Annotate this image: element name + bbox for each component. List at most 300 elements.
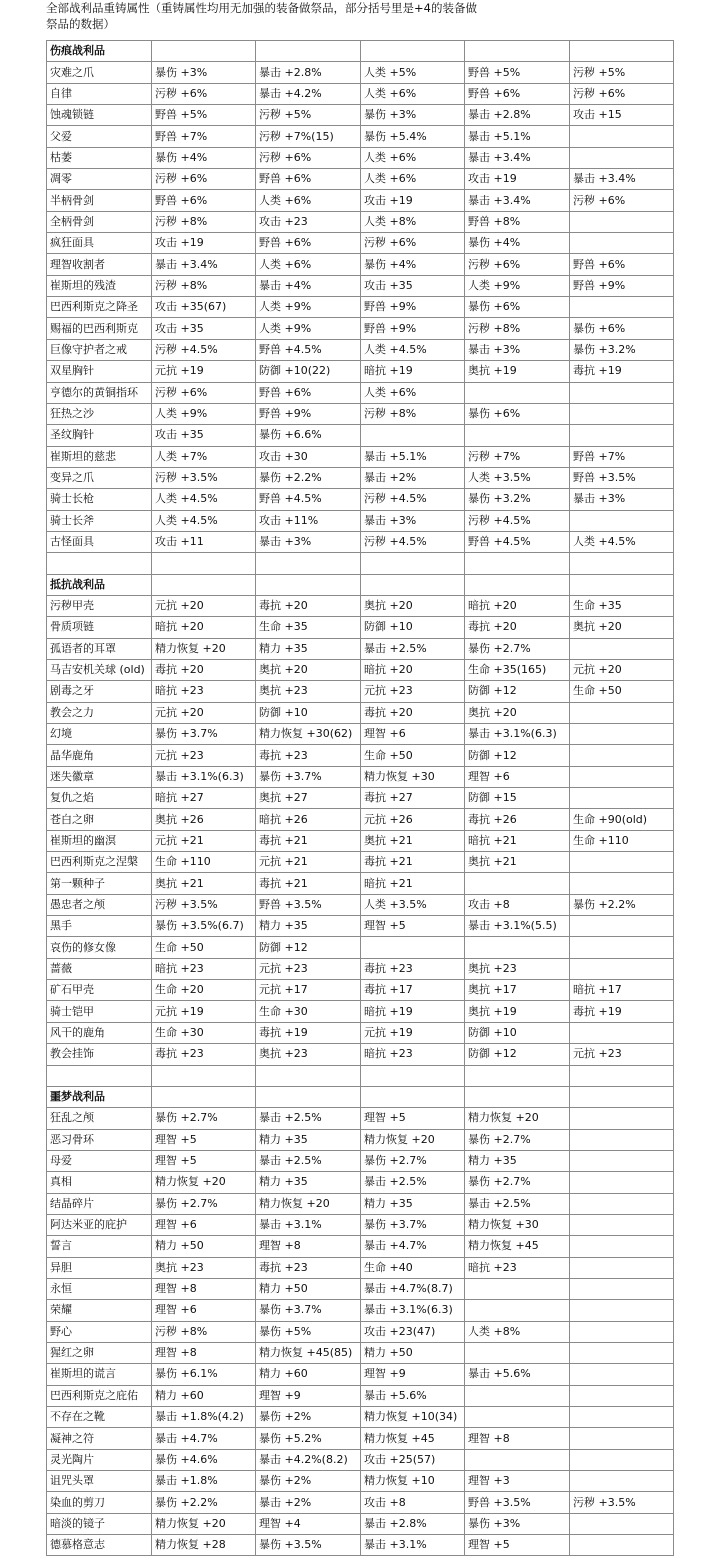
table-row [47,681,674,702]
reforge-stat-cell: 暴伤 +3.7% [361,1214,465,1235]
reforge-stat-cell: 暴击 +4% [256,275,361,296]
reforge-stat-cell [361,937,465,958]
reforge-stat-cell: 暴伤 +5.4% [361,126,465,147]
reforge-stat-cell: 暗抗 +23 [152,958,256,979]
empty-cell [465,574,570,595]
item-name-cell: 风干的鹿角 [47,1022,152,1043]
reforge-stat-cell: 防御 +10 [465,1022,570,1043]
reforge-stat-cell: 暴击 +3.1%(6.3) [465,724,570,745]
reforge-stat-cell: 精力 +50 [152,1236,256,1257]
reforge-stat-cell: 暴击 +5.1% [361,446,465,467]
reforge-stat-cell: 奥抗 +19 [465,361,570,382]
reforge-stat-cell: 人类 +3.5% [361,894,465,915]
reforge-stat-cell [570,297,674,318]
reforge-stat-cell: 生命 +90(old) [570,809,674,830]
reforge-stat-cell: 暴伤 +2% [256,1407,361,1428]
table-row [47,147,674,168]
reforge-stat-cell: 精力恢复 +20 [152,1513,256,1534]
reforge-stat-cell: 奥抗 +19 [465,1001,570,1022]
reforge-stat-cell: 野兽 +4.5% [256,489,361,510]
item-name-cell: 双星胸针 [47,361,152,382]
reforge-stat-cell [570,1300,674,1321]
reforge-stat-cell: 攻击 +8 [361,1492,465,1513]
item-name-cell: 第一颗种子 [47,873,152,894]
reforge-stat-cell: 污秽 +6% [152,83,256,104]
item-name-cell: 黑手 [47,916,152,937]
reforge-stat-cell [570,958,674,979]
reforge-stat-cell [570,1342,674,1363]
reforge-stat-cell: 暴伤 +3.2% [465,489,570,510]
reforge-stat-cell: 防御 +12 [256,937,361,958]
reforge-stat-cell: 野兽 +7% [570,446,674,467]
reforge-stat-cell: 暴伤 +6.6% [256,425,361,446]
reforge-stat-cell: 毒抗 +17 [361,980,465,1001]
reforge-stat-cell: 理智 +5 [361,916,465,937]
reforge-stat-cell: 理智 +6 [152,1214,256,1235]
section-title: 抵抗战利品 [47,574,152,595]
reforge-stat-cell: 防御 +10 [256,702,361,723]
item-name-cell: 暗淡的镜子 [47,1513,152,1534]
reforge-stat-cell: 暴伤 +3% [152,62,256,83]
reforge-stat-cell [570,425,674,446]
empty-cell [256,1065,361,1086]
item-name-cell: 崔斯坦的谎言 [47,1364,152,1385]
item-name-cell: 赐福的巴西利斯克 [47,318,152,339]
reforge-stat-cell: 毒抗 +27 [361,788,465,809]
reforge-stat-cell: 防御 +12 [465,745,570,766]
reforge-stat-cell: 暴击 +1.8%(4.2) [152,1407,256,1428]
table-row [47,1001,674,1022]
reforge-stat-cell: 暴击 +2.8% [256,62,361,83]
reforge-stat-cell: 暴击 +3.4% [465,147,570,168]
reforge-stat-cell: 元抗 +20 [570,659,674,680]
reforge-stat-cell: 暴伤 +4% [361,254,465,275]
reforge-stat-cell: 污秽 +4.5% [465,510,570,531]
item-name-cell: 巨像守护者之戒 [47,339,152,360]
table-row [47,1172,674,1193]
empty-cell [570,1086,674,1107]
section-header-row [47,1086,674,1107]
reforge-stat-cell: 人类 +5% [361,62,465,83]
reforge-stat-cell: 生命 +110 [152,852,256,873]
reforge-stat-cell: 防御 +10 [361,617,465,638]
reforge-stat-cell: 野兽 +5% [465,62,570,83]
reforge-stat-cell: 暴击 +4.7% [152,1428,256,1449]
reforge-stat-cell: 暴伤 +3.5% [256,1535,361,1556]
table-row [47,403,674,424]
reforge-stat-cell: 暗抗 +20 [361,659,465,680]
reforge-stat-cell [570,1364,674,1385]
reforge-stat-cell: 生命 +35 [256,617,361,638]
reforge-stat-cell [570,638,674,659]
reforge-stat-cell [570,126,674,147]
table-row [47,318,674,339]
item-name-cell: 母爱 [47,1150,152,1171]
reforge-stat-cell: 暴伤 +3.7% [152,724,256,745]
table-row [47,1342,674,1363]
table-row [47,1321,674,1342]
reforge-stat-cell: 人类 +7% [152,446,256,467]
reforge-stat-cell: 元抗 +23 [361,681,465,702]
reforge-stat-cell: 暴击 +4.7%(8.7) [361,1278,465,1299]
reforge-stat-cell [570,937,674,958]
reforge-stat-cell [465,1449,570,1470]
reforge-stat-cell: 污秽 +8% [465,318,570,339]
item-name-cell: 变异之爪 [47,467,152,488]
reforge-stat-cell: 元抗 +19 [152,1001,256,1022]
reforge-stat-cell [570,745,674,766]
empty-cell [465,553,570,574]
reforge-stat-cell: 污秽 +5% [570,62,674,83]
reforge-stat-cell [570,211,674,232]
reforge-stat-cell [361,425,465,446]
reforge-stat-cell: 污秽 +8% [361,403,465,424]
reforge-stat-cell: 防御 +12 [465,681,570,702]
reforge-stat-cell: 暴击 +2% [361,467,465,488]
table-row [47,916,674,937]
reforge-stat-cell: 生命 +50 [152,937,256,958]
table-row [47,1278,674,1299]
table-row [47,126,674,147]
reforge-stat-cell: 野兽 +6% [465,83,570,104]
reforge-stat-cell [570,233,674,254]
reforge-stat-cell [570,1385,674,1406]
empty-cell [361,1086,465,1107]
reforge-stat-cell: 精力 +35 [256,916,361,937]
reforge-stat-cell [570,1150,674,1171]
reforge-stat-cell: 元抗 +23 [570,1044,674,1065]
reforge-stat-cell: 暴伤 +6.1% [152,1364,256,1385]
reforge-stat-cell: 污秽 +6% [152,169,256,190]
item-name-cell: 异胆 [47,1257,152,1278]
reforge-stat-cell: 暴击 +1.8% [152,1471,256,1492]
reforge-stat-cell: 理智 +8 [152,1342,256,1363]
reforge-stat-cell [465,425,570,446]
reforge-stat-cell: 人类 +9% [465,275,570,296]
reforge-stat-cell: 攻击 +19 [361,190,465,211]
item-name-cell: 苍白之卵 [47,809,152,830]
table-row [47,1214,674,1235]
reforge-stat-cell: 奥抗 +23 [256,1044,361,1065]
reforge-stat-cell: 奥抗 +23 [256,681,361,702]
reforge-stat-cell: 污秽 +5% [256,105,361,126]
reforge-stat-cell: 人类 +4.5% [570,531,674,552]
reforge-stat-cell: 暴击 +3% [256,531,361,552]
reforge-stat-cell: 人类 +9% [256,297,361,318]
table-row [47,745,674,766]
reforge-stat-cell: 奥抗 +20 [570,617,674,638]
reforge-stat-cell: 污秽 +8% [152,1321,256,1342]
empty-cell [152,574,256,595]
reforge-stat-cell: 理智 +3 [465,1471,570,1492]
reforge-stat-cell: 暴击 +5.6% [465,1364,570,1385]
reforge-stat-cell: 攻击 +19 [465,169,570,190]
reforge-stat-cell: 精力 +50 [361,1342,465,1363]
item-name-cell: 骑士长斧 [47,510,152,531]
table-row [47,339,674,360]
reforge-stat-cell [570,1172,674,1193]
reforge-stat-cell: 人类 +8% [361,211,465,232]
reforge-stat-cell [570,1193,674,1214]
reforge-stat-cell: 暴击 +4.2%(8.2) [256,1449,361,1470]
item-name-cell: 半柄骨剑 [47,190,152,211]
item-name-cell: 全柄骨剑 [47,211,152,232]
table-row [47,659,674,680]
reforge-stat-cell: 攻击 +23(47) [361,1321,465,1342]
reforge-stat-cell: 奥抗 +27 [256,788,361,809]
reforge-stat-cell: 人类 +6% [256,190,361,211]
reforge-stat-cell: 暴伤 +3.7% [256,766,361,787]
reforge-stat-cell: 暴伤 +3% [361,105,465,126]
empty-cell [256,553,361,574]
item-name-cell: 骨质项链 [47,617,152,638]
reforge-stat-cell: 生命 +20 [152,980,256,1001]
reforge-stat-cell: 精力恢复 +10(34) [361,1407,465,1428]
reforge-stat-cell: 毒抗 +21 [256,830,361,851]
reforge-stat-cell: 污秽 +6% [570,190,674,211]
reforge-stat-cell: 精力恢复 +20 [465,1108,570,1129]
reforge-stat-cell: 暴击 +3.1%(6.3) [361,1300,465,1321]
table-row [47,531,674,552]
reforge-stat-cell: 防御 +15 [465,788,570,809]
reforge-stat-cell: 野兽 +5% [152,105,256,126]
reforge-stat-cell: 毒抗 +23 [256,745,361,766]
reforge-stat-cell: 暗抗 +19 [361,1001,465,1022]
item-name-cell: 复仇之焰 [47,788,152,809]
table-row [47,1300,674,1321]
reforge-stat-cell: 元抗 +21 [152,830,256,851]
reforge-stat-cell [465,1407,570,1428]
reforge-stat-cell: 暴伤 +4% [152,147,256,168]
reforge-stat-cell: 攻击 +35 [152,318,256,339]
empty-cell [465,1086,570,1107]
reforge-stat-cell: 人类 +6% [361,147,465,168]
reforge-stat-cell: 攻击 +8 [465,894,570,915]
reforge-stat-cell: 精力 +60 [152,1385,256,1406]
reforge-stat-cell: 野兽 +9% [570,275,674,296]
reforge-stat-cell [570,1407,674,1428]
section-spacer-row [47,1065,674,1086]
reforge-stat-cell [465,1278,570,1299]
reforge-stat-cell: 攻击 +11% [256,510,361,531]
reforge-stat-cell: 暴击 +2.5% [256,1150,361,1171]
reforge-stat-cell: 精力 +35 [256,1172,361,1193]
reforge-stat-cell: 攻击 +30 [256,446,361,467]
reforge-stat-cell: 理智 +9 [256,1385,361,1406]
reforge-stat-cell: 暴伤 +5% [256,1321,361,1342]
empty-cell [47,553,152,574]
reforge-stat-cell: 精力恢复 +20 [256,1193,361,1214]
table-row [47,467,674,488]
reforge-stat-cell: 奥抗 +26 [152,809,256,830]
reforge-stat-cell: 攻击 +19 [152,233,256,254]
reforge-stat-cell: 污秽 +8% [152,211,256,232]
item-name-cell: 崔斯坦的残渣 [47,275,152,296]
reforge-stat-cell: 奥抗 +20 [361,595,465,616]
item-name-cell: 骑士铠甲 [47,1001,152,1022]
item-name-cell: 狂乱之颅 [47,1108,152,1129]
reforge-stat-cell: 理智 +8 [152,1278,256,1299]
item-name-cell: 狂热之沙 [47,403,152,424]
reforge-stat-cell: 理智 +5 [465,1535,570,1556]
reforge-stat-cell [570,873,674,894]
item-name-cell: 自律 [47,83,152,104]
reforge-stat-cell: 暴击 +2.8% [465,105,570,126]
reforge-stat-cell: 暴击 +5.6% [361,1385,465,1406]
reforge-stat-cell: 暴击 +5.1% [465,126,570,147]
table-row [47,297,674,318]
table-row [47,1449,674,1470]
item-name-cell: 矿石甲壳 [47,980,152,1001]
reforge-stat-cell [465,1342,570,1363]
reforge-stat-cell: 人类 +8% [465,1321,570,1342]
reforge-stat-cell: 人类 +9% [152,403,256,424]
item-name-cell: 亨德尔的黄铜指环 [47,382,152,403]
reforge-stat-cell: 理智 +5 [152,1150,256,1171]
reforge-stat-cell: 暴伤 +4.6% [152,1449,256,1470]
empty-cell [152,41,256,62]
table-row [47,702,674,723]
reforge-stat-cell: 污秽 +6% [256,147,361,168]
item-name-cell: 结晶碎片 [47,1193,152,1214]
reforge-stat-cell: 人类 +6% [361,83,465,104]
reforge-stat-cell: 奥抗 +21 [361,830,465,851]
reforge-stat-cell [570,916,674,937]
item-name-cell: 野心 [47,1321,152,1342]
reforge-stat-cell: 元抗 +21 [256,852,361,873]
reforge-stat-cell: 人类 +4.5% [152,489,256,510]
reforge-stat-cell: 暴击 +3.4% [570,169,674,190]
reforge-stat-cell [570,1108,674,1129]
reforge-stat-cell: 人类 +9% [256,318,361,339]
empty-cell [570,574,674,595]
reforge-stat-cell: 污秽 +6% [570,83,674,104]
reforge-stat-cell: 暗抗 +20 [152,617,256,638]
reforge-stat-cell: 暴击 +2.5% [361,1172,465,1193]
reforge-stat-cell: 人类 +4.5% [152,510,256,531]
empty-cell [361,574,465,595]
item-name-cell: 圣纹胸针 [47,425,152,446]
reforge-stat-cell: 暗抗 +26 [256,809,361,830]
item-name-cell: 蚀魂锁链 [47,105,152,126]
reforge-stat-cell: 元抗 +20 [152,702,256,723]
reforge-stat-cell: 野兽 +9% [256,403,361,424]
reforge-stat-cell: 人类 +6% [361,169,465,190]
reforge-stat-cell: 精力恢复 +30 [465,1214,570,1235]
reforge-stat-cell: 污秽 +4.5% [361,489,465,510]
reforge-stat-cell: 暴伤 +2.7% [465,1129,570,1150]
reforge-stat-cell: 奥抗 +23 [465,958,570,979]
reforge-stat-cell: 暴伤 +3.2% [570,339,674,360]
item-name-cell: 晶华鹿角 [47,745,152,766]
reforge-stat-cell [570,1022,674,1043]
reforge-stat-cell: 毒抗 +20 [465,617,570,638]
reforge-stat-cell: 毒抗 +19 [256,1022,361,1043]
table-row [47,1257,674,1278]
item-name-cell: 崔斯坦的幽溟 [47,830,152,851]
table-row [47,1471,674,1492]
reforge-stat-cell: 暴击 +3% [361,510,465,531]
reforge-stat-cell: 野兽 +6% [152,190,256,211]
item-name-cell: 德慕格意志 [47,1535,152,1556]
table-row [47,510,674,531]
item-name-cell: 猩红之卵 [47,1342,152,1363]
reforge-stat-cell: 暴击 +2.5% [465,1193,570,1214]
reforge-stat-cell: 精力 +35 [256,1129,361,1150]
reforge-stat-cell [570,724,674,745]
reforge-stat-cell: 理智 +6 [152,1300,256,1321]
table-row [47,894,674,915]
reforge-stat-cell: 暴击 +2% [256,1492,361,1513]
reforge-stat-cell: 奥抗 +20 [465,702,570,723]
reforge-stat-cell [570,403,674,424]
item-name-cell: 剧毒之牙 [47,681,152,702]
loot-reforge-table [46,40,674,1556]
reforge-stat-cell: 毒抗 +26 [465,809,570,830]
reforge-stat-cell: 污秽 +8% [152,275,256,296]
reforge-stat-cell: 暴伤 +2.7% [361,1150,465,1171]
reforge-stat-cell: 暗抗 +17 [570,980,674,1001]
reforge-stat-cell: 暴伤 +4% [465,233,570,254]
item-name-cell: 永恒 [47,1278,152,1299]
reforge-stat-cell: 攻击 +25(57) [361,1449,465,1470]
empty-cell [152,1065,256,1086]
table-row [47,275,674,296]
reforge-stat-cell [570,1428,674,1449]
reforge-stat-cell: 暴伤 +2.7% [152,1193,256,1214]
reforge-stat-cell: 暗抗 +23 [465,1257,570,1278]
reforge-stat-cell: 暗抗 +19 [361,361,465,382]
reforge-stat-cell: 奥抗 +21 [465,852,570,873]
table-row [47,595,674,616]
item-name-cell: 枯萎 [47,147,152,168]
item-name-cell: 教会挂饰 [47,1044,152,1065]
table-row [47,83,674,104]
table-row [47,1535,674,1556]
reforge-stat-cell: 暗抗 +20 [465,595,570,616]
reforge-stat-cell: 毒抗 +21 [361,852,465,873]
table-row [47,105,674,126]
reforge-stat-cell: 攻击 +35 [361,275,465,296]
reforge-stat-cell: 暴击 +3.1%(6.3) [152,766,256,787]
reforge-stat-cell [570,382,674,403]
reforge-stat-cell: 野兽 +3.5% [570,467,674,488]
reforge-stat-cell: 暴击 +3% [570,489,674,510]
reforge-stat-cell: 精力 +35 [361,1193,465,1214]
reforge-stat-cell: 暴伤 +3% [465,1513,570,1534]
reforge-stat-cell: 精力恢复 +30(62) [256,724,361,745]
reforge-stat-cell: 暴击 +3% [465,339,570,360]
reforge-stat-cell: 生命 +35 [570,595,674,616]
reforge-stat-cell [570,1236,674,1257]
reforge-stat-cell [465,873,570,894]
empty-cell [465,1065,570,1086]
item-name-cell: 教会之力 [47,702,152,723]
reforge-stat-cell: 污秽 +3.5% [152,894,256,915]
reforge-stat-cell: 精力 +50 [256,1278,361,1299]
empty-cell [256,574,361,595]
reforge-stat-cell: 元抗 +19 [152,361,256,382]
reforge-stat-cell: 毒抗 +20 [361,702,465,723]
reforge-stat-cell: 攻击 +35 [152,425,256,446]
item-name-cell: 不存在之靴 [47,1407,152,1428]
reforge-stat-cell: 毒抗 +20 [256,595,361,616]
table-row [47,1364,674,1385]
reforge-stat-cell: 精力 +60 [256,1364,361,1385]
item-name-cell: 染血的剪刀 [47,1492,152,1513]
reforge-stat-cell: 野兽 +9% [361,297,465,318]
reforge-stat-cell [570,1257,674,1278]
